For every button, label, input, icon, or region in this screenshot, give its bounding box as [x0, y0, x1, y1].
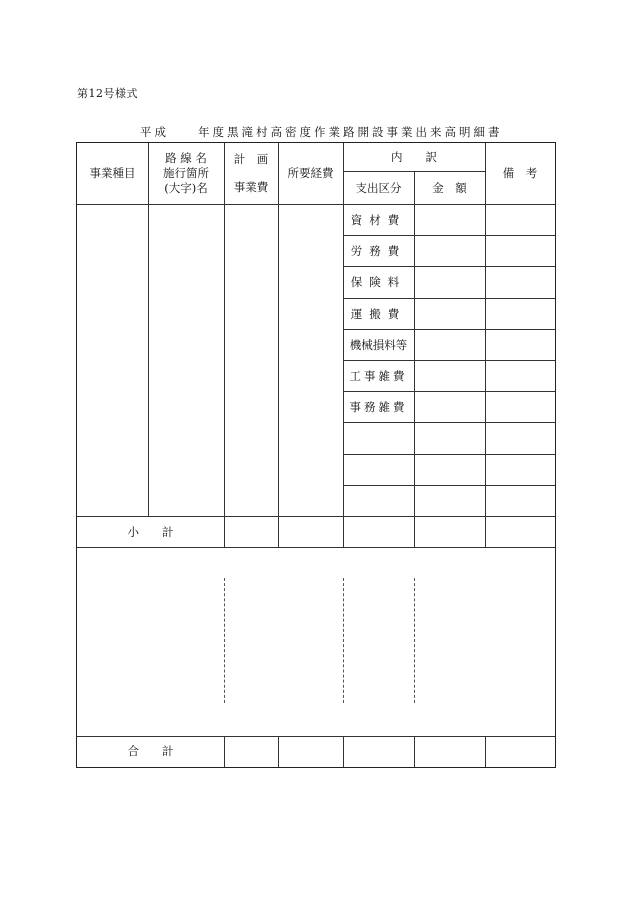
document-title: 平成 年度黒滝村高密度作業路開設事業出来高明細書 [140, 125, 503, 139]
expense-item: 機械損料等 [349, 338, 408, 352]
header-work-site: 施行箇所 [163, 166, 209, 180]
line-body-bottom [77, 516, 555, 517]
total-label: 合 計 [127, 744, 174, 758]
header-project-cost: 事業費 [233, 180, 269, 194]
header-expense-category: 支出区分 [355, 181, 402, 195]
line-row-3 [343, 298, 555, 299]
header-plan: 計 画 [233, 152, 269, 166]
vline-total-2 [278, 736, 279, 767]
line-row-5 [343, 360, 555, 361]
form-number: 第12号様式 [77, 87, 138, 100]
header-project-type: 事業種目 [89, 166, 136, 180]
expense-item: 運搬費 [350, 307, 407, 321]
vline-total-3 [343, 736, 344, 767]
vline-total-5 [485, 736, 486, 767]
header-breakdown: 内 訳 [391, 150, 437, 164]
vline-col-1 [148, 143, 149, 516]
line-row-4 [343, 329, 555, 330]
line-row-2 [343, 266, 555, 267]
dashed-separator-3 [414, 578, 415, 703]
vline-col-3 [278, 143, 279, 547]
expense-item: 資材費 [350, 213, 407, 227]
line-row-8 [343, 454, 555, 455]
header-route-name: 路 線 名 [165, 151, 207, 165]
vline-col-2 [224, 143, 225, 547]
expense-item: 工事雑費 [349, 369, 408, 383]
header-required-cost: 所要経費 [287, 166, 334, 180]
line-total-top [77, 736, 555, 737]
expense-item: 保険料 [350, 275, 407, 289]
expense-item: 労務費 [350, 244, 407, 258]
header-district-name: (大字)名 [164, 181, 208, 195]
line-row-7 [343, 422, 555, 423]
line-subtotal-bottom [77, 547, 555, 548]
line-row-1 [343, 235, 555, 236]
detail-table [76, 142, 556, 768]
header-amount: 金 額 [432, 181, 467, 195]
header-remarks: 備 考 [502, 166, 538, 180]
vline-total-4 [414, 736, 415, 767]
vline-col-5 [414, 171, 415, 547]
line-row-6 [343, 391, 555, 392]
expense-item: 事務雑費 [349, 400, 408, 414]
dashed-separator-1 [224, 578, 225, 703]
vline-col-6 [485, 143, 486, 547]
vline-total-1 [224, 736, 225, 767]
subtotal-label: 小 計 [127, 525, 174, 539]
line-row-9 [343, 485, 555, 486]
dashed-separator-2 [343, 578, 344, 703]
